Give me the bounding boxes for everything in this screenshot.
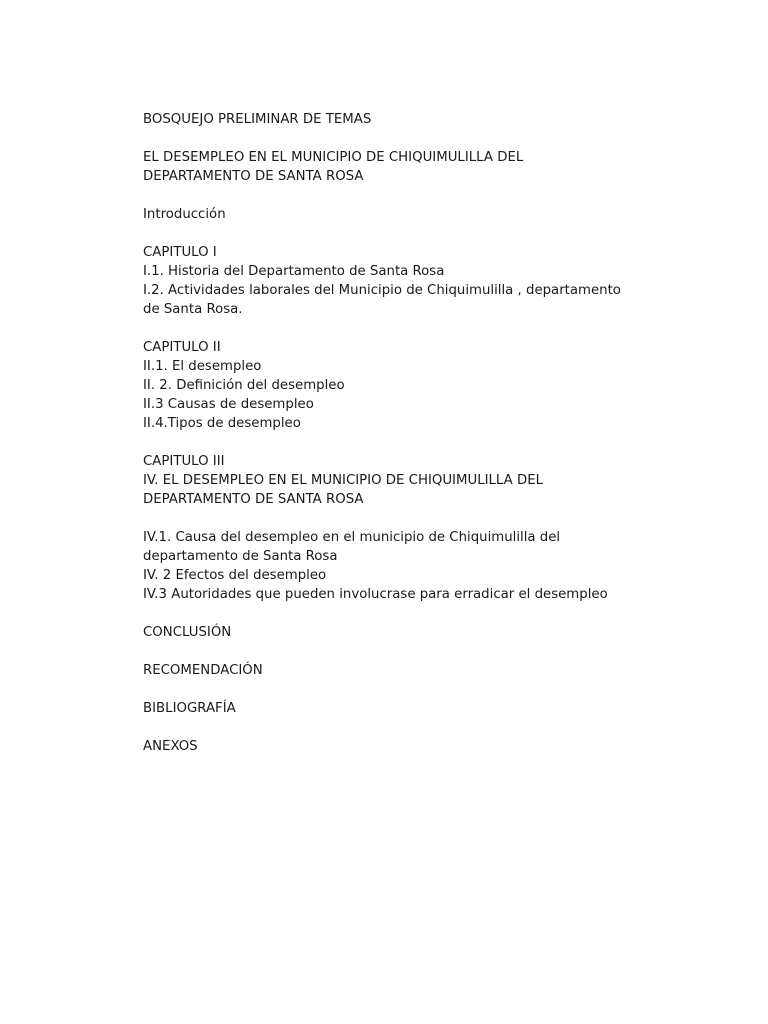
chapter-1-title: CAPITULO I	[143, 245, 217, 260]
spacer	[143, 509, 633, 528]
introduction-label: Introducción	[143, 207, 226, 222]
spacer	[143, 604, 633, 623]
recommendation-label: RECOMENDACIÓN	[143, 663, 263, 678]
spacer	[143, 642, 633, 661]
document-title: EL DESEMPLEO EN EL MUNICIPIO DE CHIQUIMULILLA DEL DEPARTAMENTO DE SANTA ROSA	[143, 150, 524, 184]
document-body	[143, 110, 633, 756]
spacer	[143, 433, 633, 452]
chapter-2-item: II.3 Causas de desempleo	[143, 397, 314, 412]
conclusion-label: CONCLUSIÓN	[143, 625, 232, 640]
annexes-label: ANEXOS	[143, 739, 198, 754]
chapter-2-title: CAPITULO II	[143, 340, 221, 355]
spacer	[143, 224, 633, 243]
chapter-1-item: I.2. Actividades laborales del Municipio de Chiquimulilla , departamento de Santa Rosa.	[143, 283, 621, 317]
outline-heading: BOSQUEJO PRELIMINAR DE TEMAS	[143, 112, 372, 127]
spacer	[143, 319, 633, 338]
chapter-2-item: II. 2. Definición del desempleo	[143, 378, 345, 393]
chapter-3-item: IV.3 Autoridades que pueden involucrase para erradicar el desempleo	[143, 587, 608, 602]
chapter-3-item: IV. 2 Efectos del desempleo	[143, 568, 327, 583]
chapter-3-subtitle: IV. EL DESEMPLEO EN EL MUNICIPIO DE CHIQUIMULILLA DEL DEPARTAMENTO DE SANTA ROSA	[143, 473, 544, 507]
spacer	[143, 186, 633, 205]
bibliography-label: BIBLIOGRAFÍA	[143, 701, 236, 716]
chapter-1-item: I.1. Historia del Departamento de Santa Rosa	[143, 264, 445, 279]
chapter-2-item: II.4.Tipos de desempleo	[143, 416, 301, 431]
spacer	[143, 718, 633, 737]
chapter-2-item: II.1. El desempleo	[143, 359, 262, 374]
chapter-3-title: CAPITULO III	[143, 454, 225, 469]
spacer	[143, 680, 633, 699]
chapter-3-item: IV.1. Causa del desempleo en el municipio de Chiquimulilla del departamento de Santa Rosa	[143, 530, 561, 564]
spacer	[143, 129, 633, 148]
